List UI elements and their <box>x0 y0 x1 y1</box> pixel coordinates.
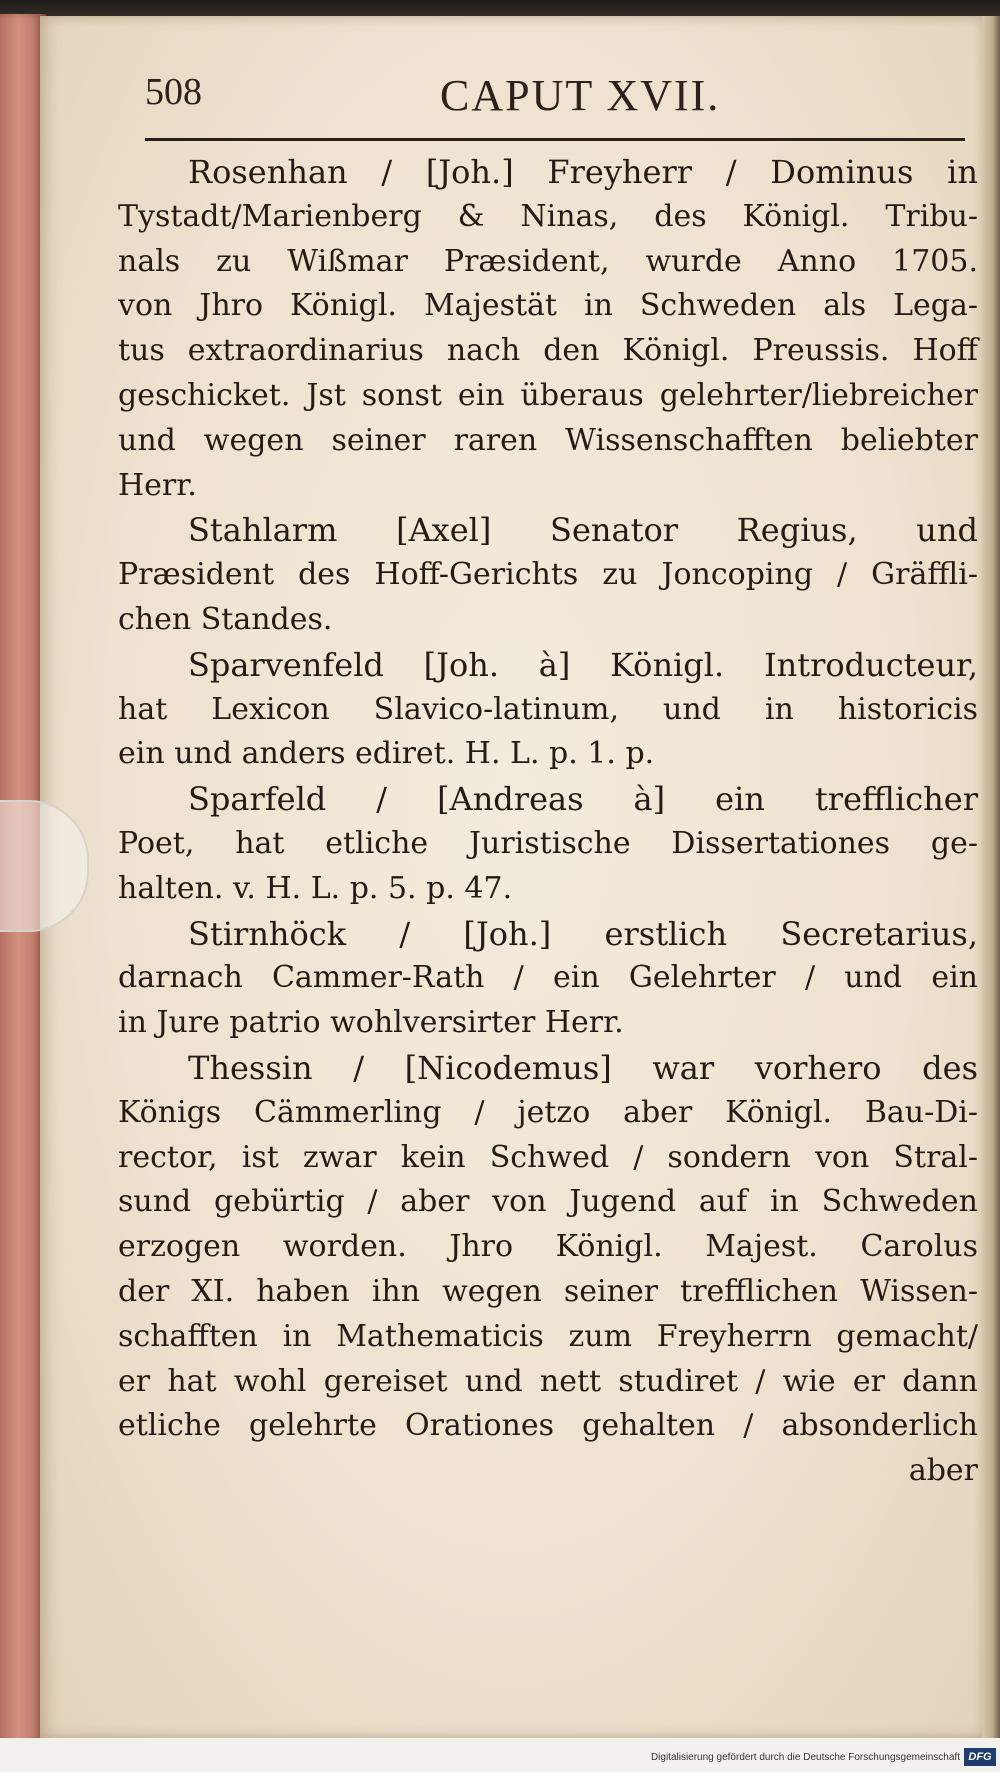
dfg-logo: DFG <box>964 1748 996 1766</box>
page-number: 508 <box>145 71 202 113</box>
text-line: Thessin / [Nicodemus] war vorhero des <box>188 1048 978 1087</box>
text-line: Sparfeld / [Andreas à] ein trefflicher <box>188 780 978 819</box>
text-line: er hat wohl gereiset und nett studiret / wie er dann <box>118 1363 978 1399</box>
text-line: Rosenhan / [Joh.] Freyherr / Dominus in <box>188 153 978 191</box>
text-line: rector, ist zwar kein Schwed / sondern von Stral- <box>118 1139 978 1175</box>
text-line: Tystadt/Marienberg & Ninas, des Königl. Tribu- <box>118 198 978 234</box>
text-line: sund gebürtig / aber von Jugend auf in Schweden <box>118 1184 978 1220</box>
text-line: und wegen seiner raren Wissenschafften beliebter <box>118 422 978 458</box>
text-line: geschicket. Jst sonst ein überaus gelehrter/liebreicher <box>118 377 978 413</box>
text-line: erzogen worden. Jhro Königl. Majest. Carolus <box>118 1229 978 1265</box>
text-line: in Jure patrio wohlversirter Herr. <box>118 1005 624 1041</box>
text-line: nals zu Wißmar Præsident, wurde Anno 1705. <box>118 243 978 279</box>
body-text <box>118 150 978 1494</box>
catchword: aber <box>908 1453 978 1489</box>
text-line: Königs Cämmerling / jetzo aber Königl. Bau-Di- <box>118 1094 978 1130</box>
text-line: Præsident des Hoff-Gerichts zu Joncoping / Gräffli- <box>118 557 978 593</box>
text-line: hat Lexicon Slavico-latinum, und in historicis <box>118 691 978 727</box>
text-line: ein und anders ediret. H. L. p. 1. p. <box>118 736 655 772</box>
text-line: halten. v. H. L. p. 5. p. 47. <box>118 870 513 906</box>
text-line: chen Standes. <box>118 601 333 637</box>
running-head <box>145 70 975 130</box>
text-line: Sparvenfeld [Joh. à] Königl. Introducteur, <box>188 645 978 684</box>
chapter-title: CAPUT XVII. <box>440 71 721 120</box>
text-line: Stirnhöck / [Joh.] erstlich Secretarius, <box>188 914 978 953</box>
digitization-credit: Digitalisierung gefördert durch die Deutsche Forschungsgemeinschaft <box>650 1752 960 1763</box>
text-line: tus extraordinarius nach den Königl. Preussis. Hoff <box>118 333 978 369</box>
text-line: von Jhro Königl. Majestät in Schweden als Lega- <box>118 288 978 324</box>
text-line: Stahlarm [Axel] Senator Regius, und <box>188 511 978 550</box>
text-line: Herr. <box>118 467 197 503</box>
header-rule <box>145 138 965 141</box>
text-line: der XI. haben ihn wegen seiner trefflichen Wissen- <box>118 1273 978 1309</box>
text-line: schafften in Mathematicis zum Freyherrn gemacht/ <box>118 1318 978 1354</box>
text-line: darnach Cammer-Rath / ein Gelehrter / und ein <box>118 960 978 996</box>
page-gutter-edge <box>982 16 1000 1738</box>
text-line: Poet, hat etliche Juristische Dissertationes ge- <box>118 825 978 861</box>
text-line: etliche gelehrte Orationes gehalten / absonderlich <box>118 1408 978 1444</box>
